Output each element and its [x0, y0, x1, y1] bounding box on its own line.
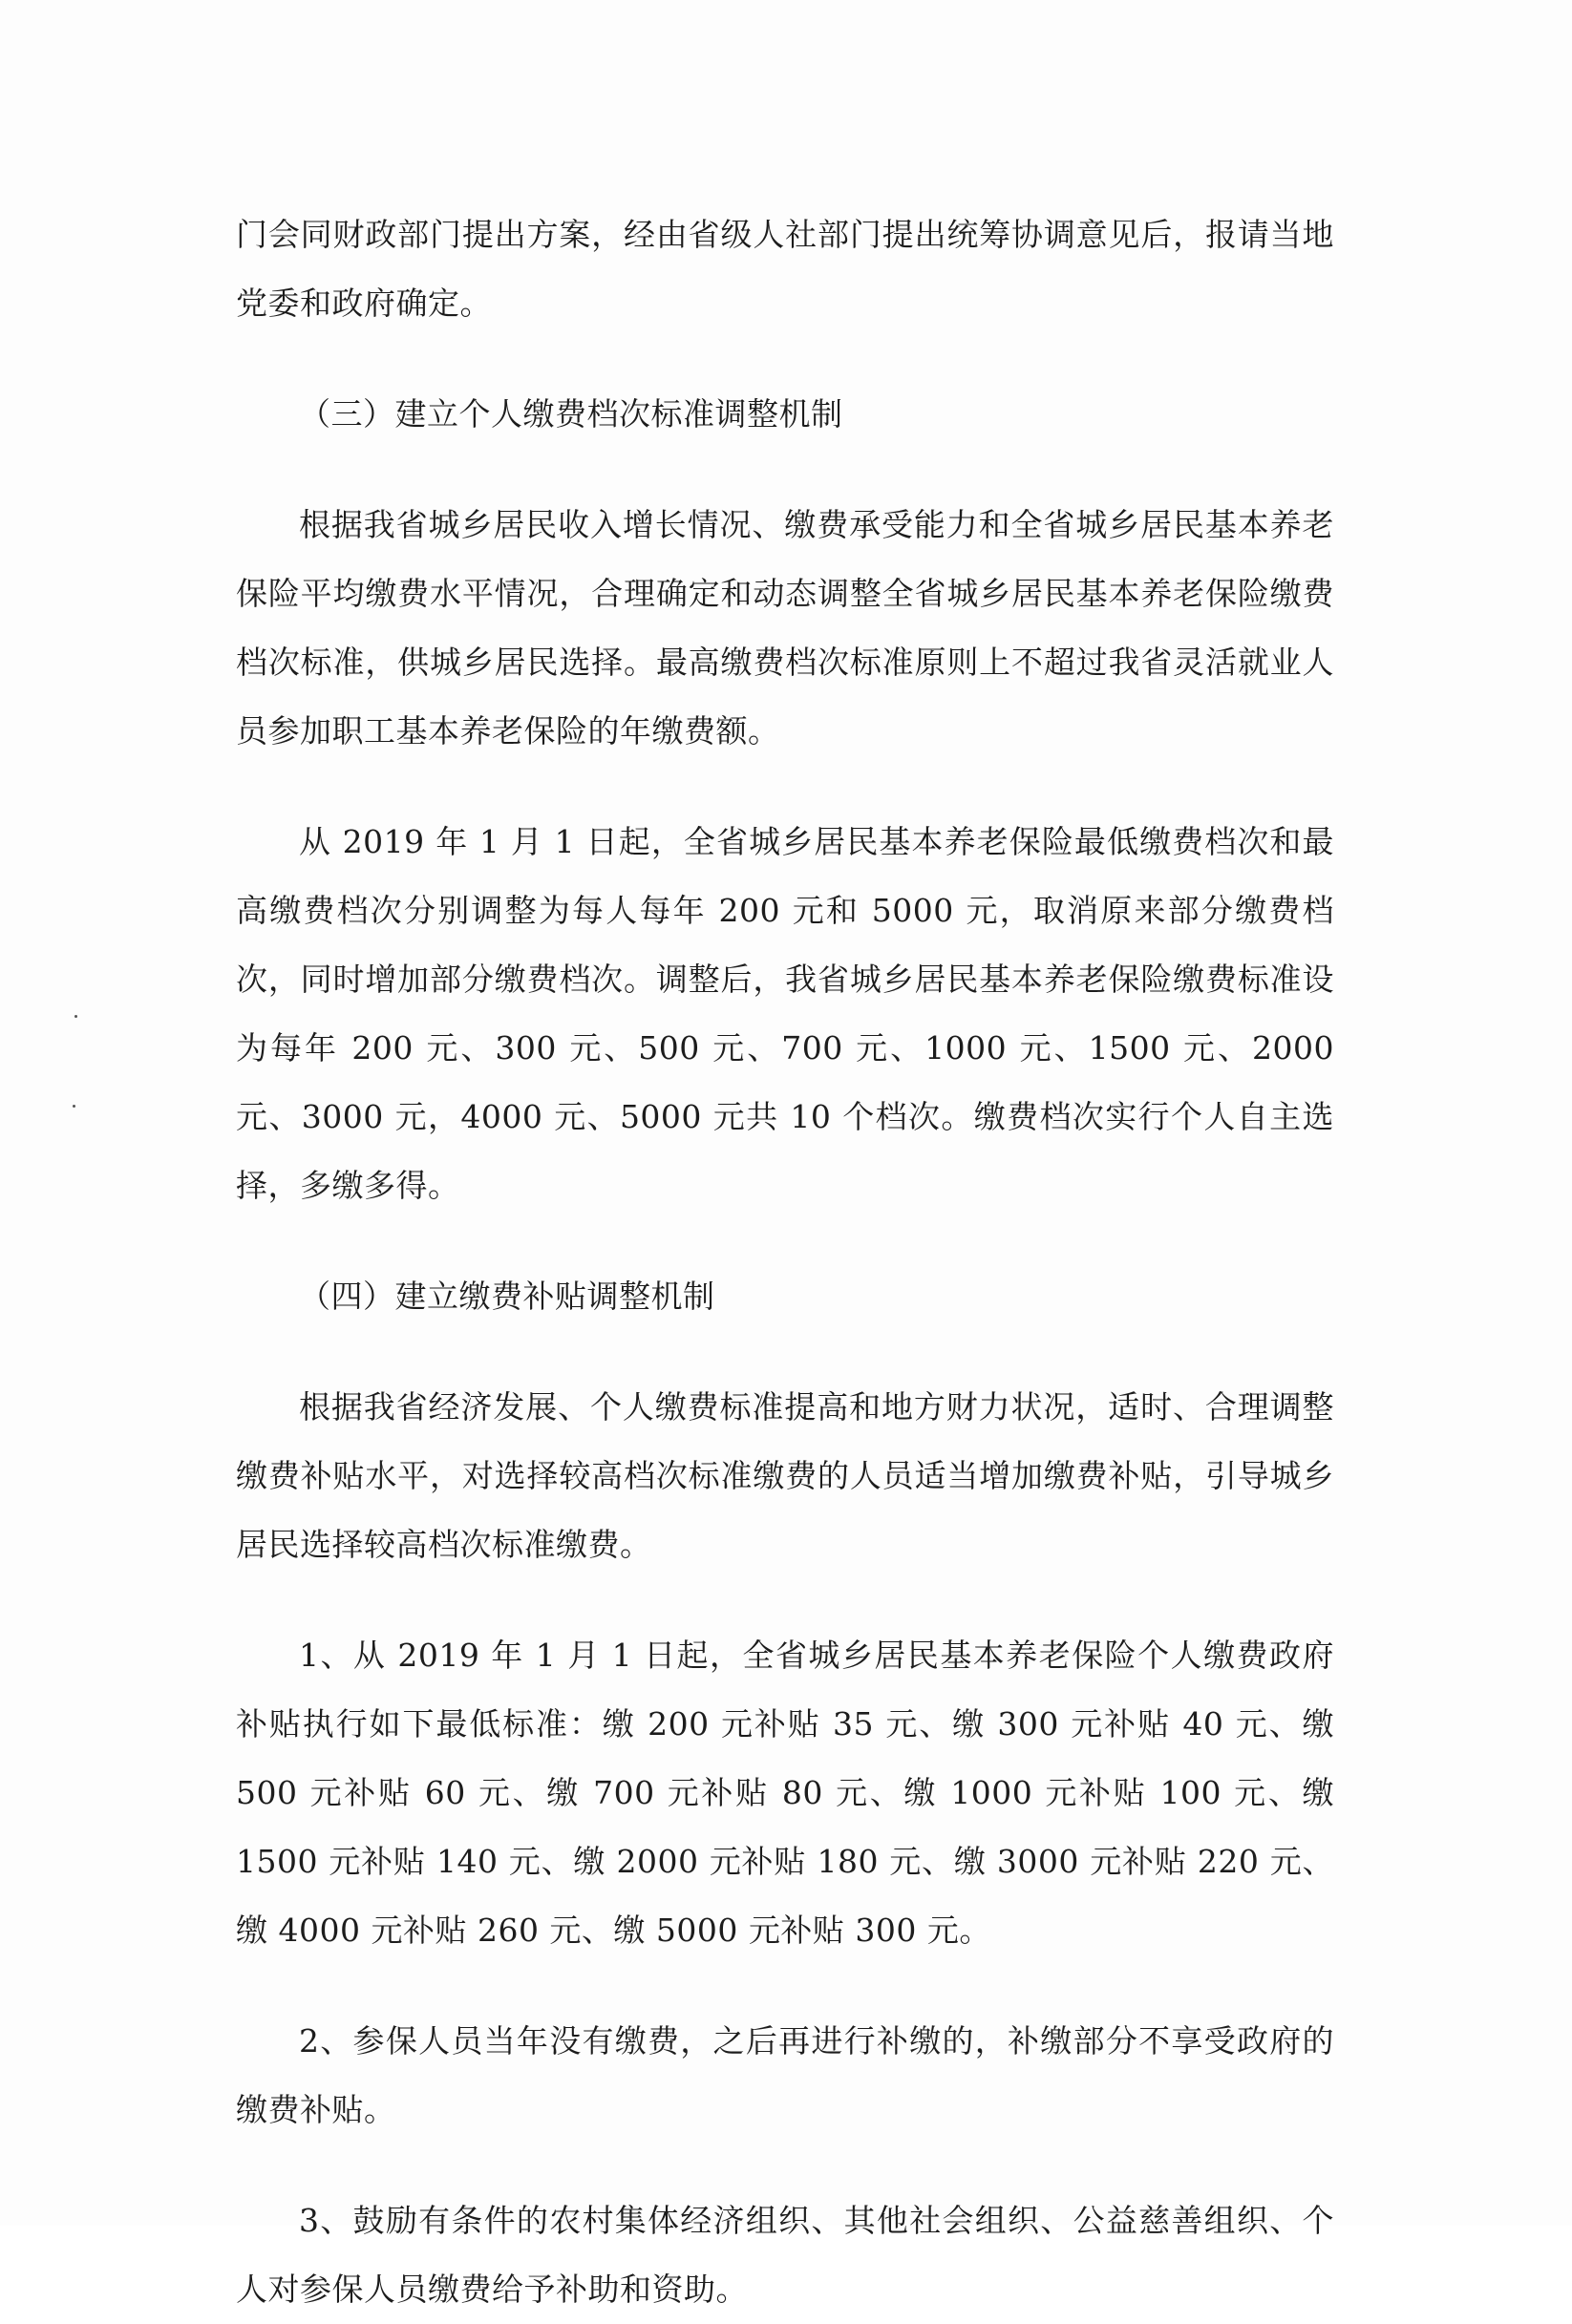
scan-speck: [74, 1015, 77, 1018]
section-heading-3: （三）建立个人缴费档次标准调整机制: [299, 395, 843, 433]
document-body: [236, 201, 1334, 2324]
list-item-1: 1、从 2019 年 1 月 1 日起，全省城乡居民基本养老保险个人缴费政府补贴执行如下最低标准：缴 200 元补贴 35 元、缴 300 元补贴 40 元、缴 500 元补贴 60 元、缴 700 元补贴 80 元、缴 1000 元补贴 100 元、缴 1500 元补贴 140 元、缴 2000 元补贴 180 元、缴 3000 元补贴 220 元、缴 4000 元补贴 260 元、缴 5000 元补贴 300 元。: [236, 1637, 1334, 1949]
paragraph: 根据我省经济发展、个人缴费标准提高和地方财力状况，适时、合理调整缴费补贴水平，对选择较高档次标准缴费的人员适当增加缴费补贴，引导城乡居民选择较高档次标准缴费。: [236, 1388, 1334, 1563]
list-item-2: 2、参保人员当年没有缴费，之后再进行补缴的，补缴部分不享受政府的缴费补贴。: [236, 2022, 1334, 2128]
section-heading-4: （四）建立缴费补贴调整机制: [299, 1278, 715, 1315]
paragraph: 从 2019 年 1 月 1 日起，全省城乡居民基本养老保险最低缴费档次和最高缴费档次分别调整为每人每年 200 元和 5000 元，取消原来部分缴费档次，同时增加部分缴费档次。调整后，我省城乡居民基本养老保险缴费标准设为每年 200 元、300 元、500 元、700 元、1000 元、1500 元、2000 元、3000 元，4000 元、5000 元共 10 个档次。缴费档次实行个人自主选择，多缴多得。: [236, 823, 1334, 1204]
paragraph-continued: 门会同财政部门提出方案，经由省级人社部门提出统筹协调意见后，报请当地党委和政府确定。: [236, 216, 1334, 322]
paragraph: 根据我省城乡居民收入增长情况、缴费承受能力和全省城乡居民基本养老保险平均缴费水平情况，合理确定和动态调整全省城乡居民基本养老保险缴费档次标准，供城乡居民选择。最高缴费档次标准原则上不超过我省灵活就业人员参加职工基本养老保险的年缴费额。: [236, 506, 1334, 750]
scan-speck: [73, 1105, 75, 1108]
list-item-3: 3、鼓励有条件的农村集体经济组织、其他社会组织、公益慈善组织、个人对参保人员缴费给予补助和资助。: [236, 2202, 1334, 2308]
